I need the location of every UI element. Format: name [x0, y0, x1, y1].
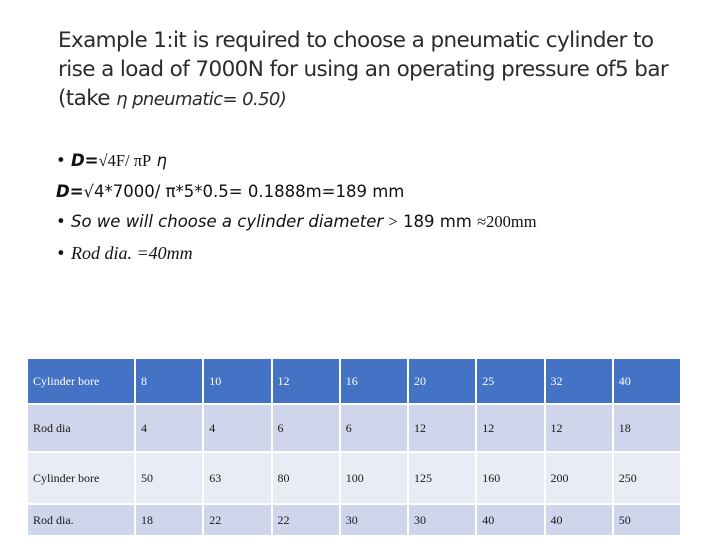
table-row [27, 452, 681, 504]
row-label: Cylinder bore [27, 358, 135, 404]
bullet: • [56, 212, 66, 231]
bullet: • [56, 151, 66, 170]
table-cell: 80 [272, 452, 340, 504]
formula-line [56, 146, 696, 177]
table-cell: 200 [545, 452, 613, 504]
formula-sqrt: √4F/ πP [98, 151, 152, 170]
row-label: Rod dia. [27, 504, 135, 536]
table-cell: 40 [476, 504, 544, 536]
calculation-line [56, 177, 696, 208]
table-cell: 10 [203, 358, 271, 404]
choose-text: So we will choose a cylinder diameter [70, 212, 384, 231]
table-cell: 8 [135, 358, 203, 404]
table-cell: 40 [545, 504, 613, 536]
bullet: • [56, 243, 66, 263]
table-cell: 12 [272, 358, 340, 404]
table-cell: 12 [476, 404, 544, 452]
rod-text: Rod dia. =40mm [70, 242, 193, 263]
table-body [27, 358, 681, 536]
row-label: Cylinder bore [27, 452, 135, 504]
table-cell: 160 [476, 452, 544, 504]
table-cell: 12 [545, 404, 613, 452]
table-cell: 25 [476, 358, 544, 404]
table-cell: 100 [340, 452, 408, 504]
table-cell: 16 [340, 358, 408, 404]
title-line-3 [58, 84, 698, 114]
table-row [27, 404, 681, 452]
calc-expression: √4*7000/ π*5*0.5= 0.1888m=189 mm [83, 181, 405, 201]
table-cell: 4 [203, 404, 271, 452]
table-cell: 125 [408, 452, 476, 504]
table-cell: 50 [613, 504, 681, 536]
cylinder-size-table [26, 357, 682, 537]
calc-label: D= [56, 181, 84, 201]
formula-label: D= [70, 151, 99, 170]
choose-value: 189 mm [402, 212, 472, 231]
table-cell: 18 [135, 504, 203, 536]
title-line-1: Example 1:it is required to choose a pneumatic cylinder to [58, 28, 654, 53]
title-line-3-prefix: (take [58, 86, 117, 111]
table-cell: 6 [272, 404, 340, 452]
table-cell: 40 [613, 358, 681, 404]
title-line-2: rise a load of 7000N for using an operating pressure of5 bar [58, 57, 669, 82]
table-cell: 30 [340, 504, 408, 536]
title-line-3-italic: η pneumatic= 0.50) [116, 89, 287, 110]
formula-eta: η [156, 151, 167, 170]
table-cell: 63 [203, 452, 271, 504]
table-cell: 22 [203, 504, 271, 536]
table-cell: 20 [408, 358, 476, 404]
table-cell: 250 [613, 452, 681, 504]
rod-line [56, 238, 696, 270]
table-cell: 12 [408, 404, 476, 452]
slide-title [58, 26, 698, 114]
row-label: Rod dia [27, 404, 135, 452]
table-cell: 18 [613, 404, 681, 452]
choose-approx: ≈200mm [477, 212, 537, 231]
table-cell: 30 [408, 504, 476, 536]
slide-body [56, 146, 696, 269]
table-cell: 4 [135, 404, 203, 452]
table-cell: 50 [135, 452, 203, 504]
table-cell: 6 [340, 404, 408, 452]
table-cell: 22 [272, 504, 340, 536]
choose-gt: > [388, 212, 398, 231]
table-cell: 32 [545, 358, 613, 404]
table-row [27, 358, 681, 404]
table-row [27, 504, 681, 536]
choose-line [56, 207, 696, 238]
